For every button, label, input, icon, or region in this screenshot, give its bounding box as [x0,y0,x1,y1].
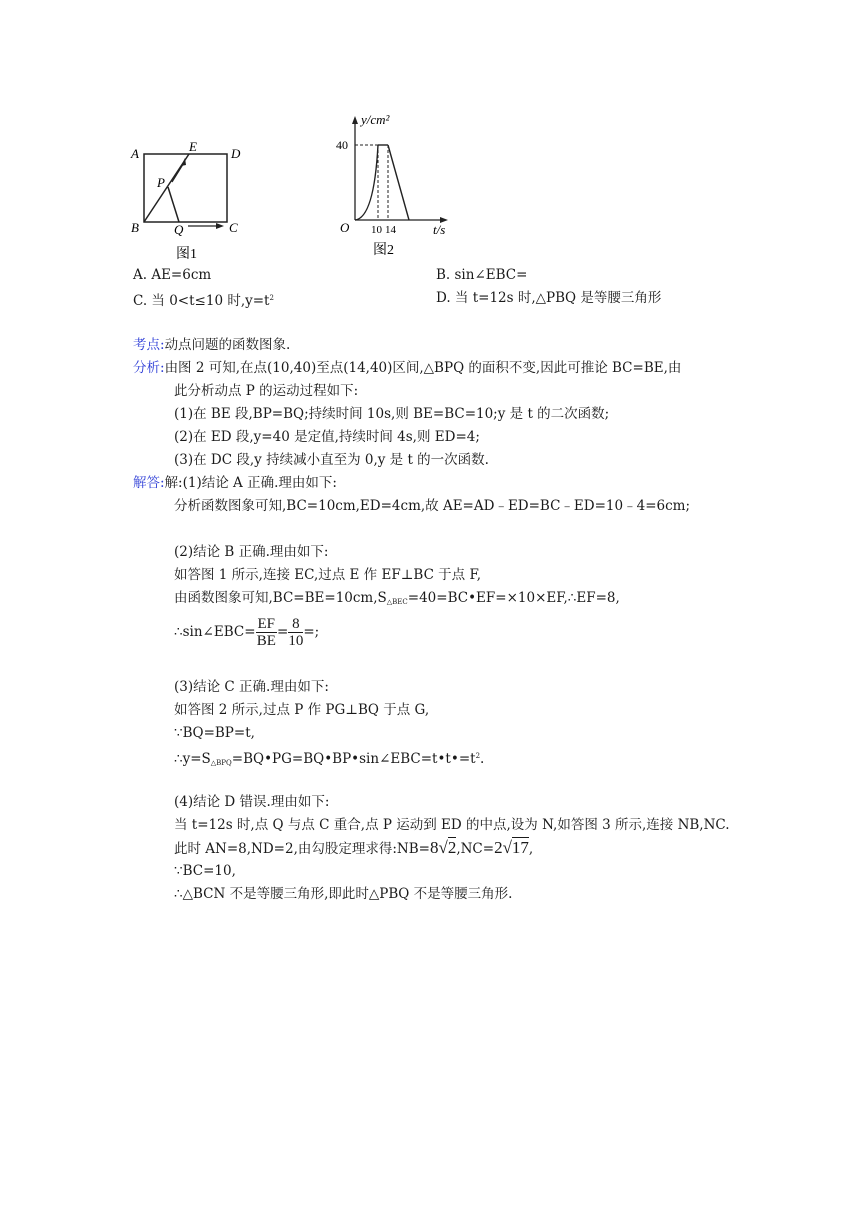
s4-line-2-a: 此时 AN=8,ND=2,由勾股定理求得:NB= [174,841,430,857]
sqrt-nb [430,837,456,857]
sqrt-symbol-icon: √ [438,838,448,857]
fenxi-line-3: (1)在 BE 段,BP=BQ;持续时间 10s,则 BE=BC=10;y 是 t 的二次函数; [174,406,610,422]
s2-line-2-sub: △BEC [386,598,408,606]
fraction-ef-be-num: EF [257,616,276,632]
sqrt-nc-coef: 2 [494,838,503,857]
x-tick-14: 14 [385,224,396,236]
s4-line-2-c: , [528,841,534,857]
s3-line-3-sup: 2 [475,752,481,760]
y-axis-label: y/cm² [361,112,390,127]
figure-1-caption: 图1 [176,247,197,262]
kaodian-text: 动点问题的函数图象. [164,337,291,353]
option-d: D. 当 t=12s 时,△PBQ 是等腰三角形 [436,290,662,306]
sqrt-nc-rad: 17 [511,838,529,857]
s2-eq: = [277,624,289,640]
fraction-ef-be-den: BE [256,633,276,649]
s3-line-3-a: ∴y=S [174,751,211,767]
s4-line-4: ∴△BCN 不是等腰三角形,即此时△PBQ 不是等腰三角形. [174,886,513,902]
label-d: D [231,146,241,161]
s3-line-3-b: =BQ•PG=BQ•BP•sin∠EBC=t•t•=t [231,751,476,767]
origin-label: O [340,220,350,235]
label-q: Q [174,222,184,237]
s1-title: 解:(1)结论 A 正确.理由如下: [164,475,337,491]
y-tick-40: 40 [336,138,348,152]
s2-line-2 [174,589,620,611]
label-a: A [131,146,139,161]
s2-line-1: 如答图 1 所示,连接 EC,过点 E 作 EF⊥BC 于点 F, [174,567,482,583]
decline [388,145,409,220]
s2-line-2-b: =40=BC•EF=×10×EF,∴EF=8, [407,590,620,606]
s2-line-3-pre: ∴sin∠EBC= [174,624,256,640]
fenxi-line-4: (2)在 ED 段,y=40 是定值,持续时间 4s,则 ED=4; [174,429,480,445]
s3-line-1: 如答图 2 所示,过点 P 作 PG⊥BQ 于点 G, [174,702,430,718]
y-axis-arrow [352,116,358,124]
sqrt-nc [494,837,529,857]
fraction-8-10-num: 8 [288,616,303,633]
x-axis-label: t/s [433,222,446,237]
s3-line-3-sub: △BPQ [210,759,232,767]
x-tick-10: 10 [371,224,382,236]
option-a: A. AE=6cm [133,267,212,283]
option-b: B. sin∠EBC= [436,267,528,283]
s4-line-3: ∵BC=10, [174,863,236,879]
label-e: E [189,139,197,154]
label-b: B [131,220,139,235]
s3-line-2: ∵BQ=BP=t, [174,725,255,741]
area-curve [355,145,378,220]
sqrt-nb-coef: 8 [429,838,439,857]
s2-line-3-post: =; [303,624,320,640]
s2-title: (2)结论 B 正确.理由如下: [174,544,329,560]
fraction-8-10-den: 10 [288,633,304,649]
fenxi-row [133,359,681,377]
s3-title: (3)结论 C 正确.理由如下: [174,679,329,695]
figure-2-caption: 图2 [373,243,394,258]
jieda-label: 解答: [133,475,165,491]
label-c: C [229,220,238,235]
fraction-8-10 [288,616,303,649]
s1-line: 分析函数图象可知,BC=10cm,ED=4cm,故 AE=AD﹣ED=BC﹣ED=10﹣4=6cm; [174,498,691,514]
s4-line-2 [174,837,533,859]
option-c-text: C. 当 0<t≤10 时,y=t [133,293,270,309]
s3-line-3-c: . [480,751,485,767]
option-c-sup: 2 [269,294,274,302]
segment-pq [168,187,179,222]
label-p: P [157,175,165,190]
s2-line-3 [174,612,319,652]
s4-line-1: 当 t=12s 时,点 Q 与点 C 重合,点 P 运动到 ED 的中点,设为 N,如答图 3 所示,连接 NB,NC. [174,817,730,833]
s4-title: (4)结论 D 错误.理由如下: [174,794,330,810]
s2-line-2-a: 由函数图象可知,BC=BE=10cm,S [174,590,387,606]
fenxi-line-1: 由图 2 可知,在点(10,40)至点(14,40)区间,△BPQ 的面积不变,因此可推论 BC=BE,由 [164,360,682,376]
sqrt-symbol-icon: √ [502,838,512,857]
arrowhead-q [216,223,224,229]
jieda-row [133,474,337,492]
fraction-ef-be [256,616,278,649]
kaodian-row [133,336,290,354]
fenxi-line-5: (3)在 DC 段,y 持续减小直至为 0,y 是 t 的一次函数. [174,452,489,468]
s4-line-2-b: ,NC= [456,841,495,857]
figure-1 [128,134,248,262]
kaodian-label: 考点: [133,337,165,353]
sqrt-nb-rad: 2 [447,838,457,857]
fenxi-line-2: 此分析动点 P 的运动过程如下: [174,383,359,399]
figure-2 [330,108,460,260]
option-c [133,289,274,310]
s3-line-3 [174,747,484,772]
fenxi-label: 分析: [133,360,165,376]
